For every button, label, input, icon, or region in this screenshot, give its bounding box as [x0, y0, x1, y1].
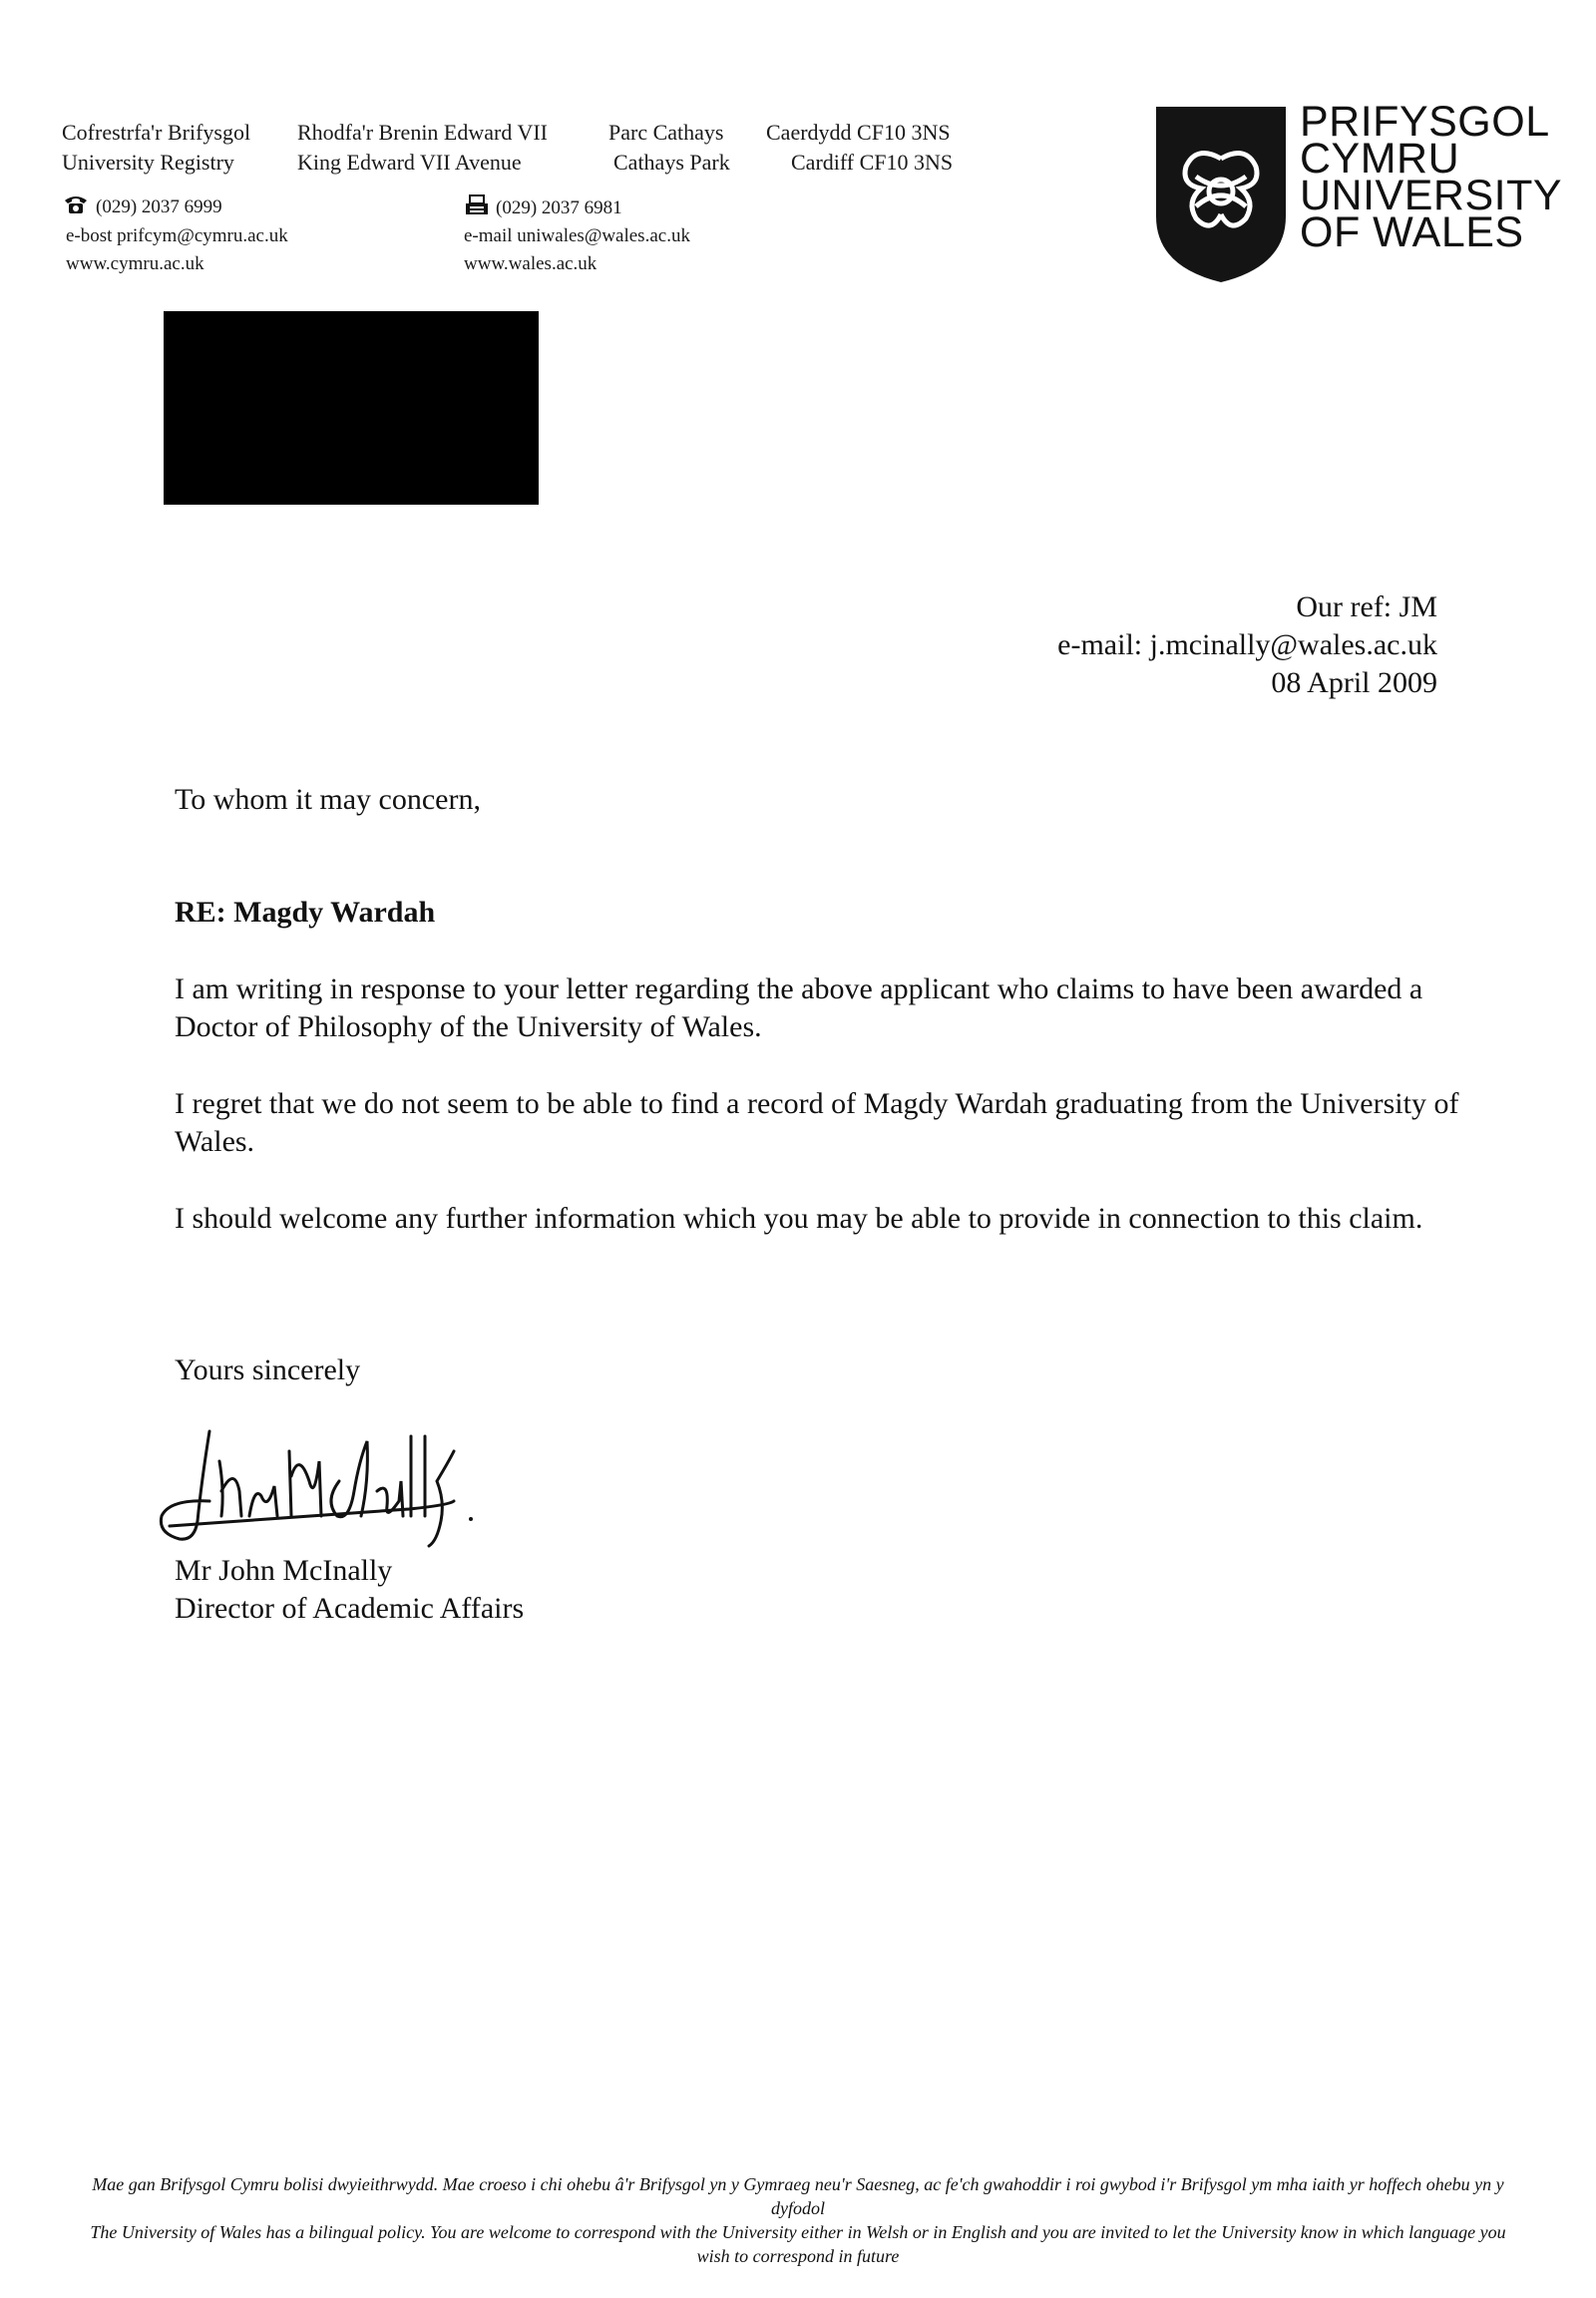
fax-line — [464, 193, 622, 221]
header-english-park: Cathays Park — [613, 150, 730, 175]
welsh-website: www.cymru.ac.uk — [66, 253, 204, 274]
header-english-avenue: King Edward VII Avenue — [297, 150, 522, 175]
phone-line — [62, 193, 222, 219]
header-welsh-registry: Cofrestrfa'r Brifysgol — [62, 120, 251, 145]
wordmark-university: UNIVERSITY — [1300, 172, 1563, 219]
fax-icon — [464, 193, 490, 221]
bilingual-policy-footer — [40, 2172, 1556, 2268]
paragraph-2: I regret that we do not seem to be able to find a record of Magdy Wardah graduating from the University of Wales. — [175, 1087, 1459, 1158]
email-address: e-mail uniwales@wales.ac.uk — [464, 225, 690, 246]
reference-block — [1057, 588, 1437, 702]
wordmark-of-wales: OF WALES — [1300, 208, 1524, 256]
redacted-recipient-address — [164, 311, 539, 505]
letter-date: 08 April 2009 — [1271, 666, 1437, 699]
signatory-title: Director of Academic Affairs — [175, 1592, 525, 1625]
header-welsh-avenue: Rhodfa'r Brenin Edward VII — [297, 120, 548, 145]
university-crest-logo — [1156, 107, 1286, 282]
university-wordmark — [1300, 98, 1563, 256]
signatory-name: Mr John McInally — [175, 1554, 393, 1587]
telephone-icon — [62, 193, 90, 219]
our-reference: Our ref: JM — [1296, 590, 1437, 623]
wordmark-prifysgol: PRIFYSGOL — [1300, 98, 1550, 146]
ebost-address: e-bost prifcym@cymru.ac.uk — [66, 225, 288, 246]
fax-number: (029) 2037 6981 — [496, 196, 622, 218]
header-welsh-city: Caerdydd CF10 3NS — [766, 120, 951, 145]
footer-english: The University of Wales has a bilingual policy. You are welcome to correspond with the University either in Welsh or in English and you are invited to let the University know in which language you wish to correspond in future — [90, 2222, 1506, 2266]
english-website: www.wales.ac.uk — [464, 253, 598, 274]
footer-welsh: Mae gan Brifysgol Cymru bolisi dwyieithrwydd. Mae croeso i chi ohebu â'r Brifysgol yn y Gymraeg neu'r Saesneg, ac fe'ch gwahoddir i roi gwybod i'r Brifysgol ym mha iaith yr hoffech ohebu yn y dyfodol — [92, 2174, 1504, 2218]
header-welsh-park: Parc Cathays — [608, 120, 724, 145]
reference-email: e-mail: j.mcinally@wales.ac.uk — [1057, 628, 1437, 661]
wordmark-cymru: CYMRU — [1300, 135, 1460, 183]
paragraph-1: I am writing in response to your letter regarding the above applicant who claims to have been awarded a Doctor of Philosophy of the University of Wales. — [175, 972, 1423, 1043]
header-english-city: Cardiff CF10 3NS — [791, 150, 954, 175]
header-english-registry: University Registry — [62, 150, 234, 175]
re-line: RE: Magdy Wardah — [175, 896, 436, 929]
paragraph-3: I should welcome any further information which you may be able to provide in connection to this claim. — [175, 1202, 1423, 1235]
handwritten-signature — [150, 1421, 479, 1561]
salutation: To whom it may concern, — [175, 783, 481, 816]
phone-number: (029) 2037 6999 — [96, 195, 222, 217]
closing: Yours sincerely — [175, 1353, 361, 1386]
